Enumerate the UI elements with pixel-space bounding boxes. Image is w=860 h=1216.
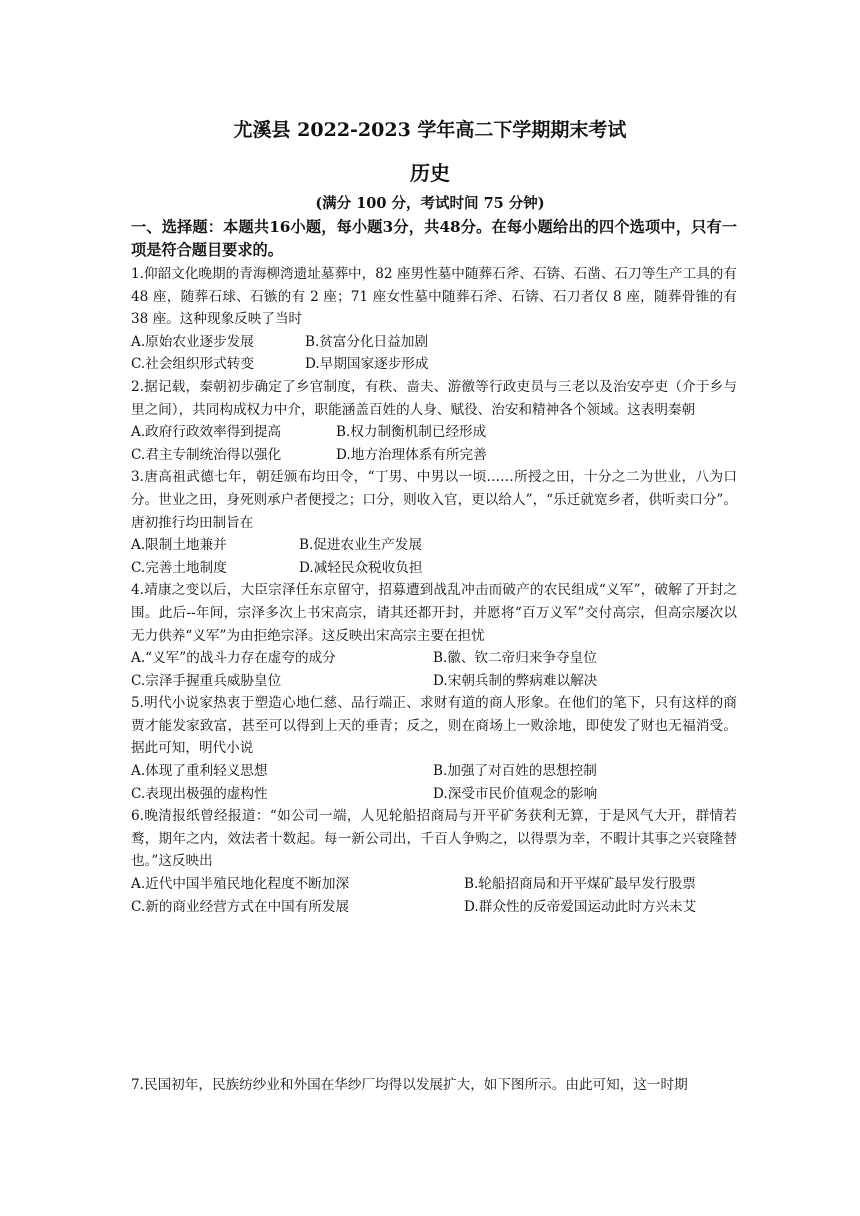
q3-option-a: A.限制土地兼并 [131, 537, 227, 554]
question-1-options [131, 331, 737, 354]
q6-option-a: A.近代中国半殖民地化程度不断加深 [131, 876, 350, 893]
question-3-stem: 3.唐高祖武德七年，朝廷颁布均田令，“丁男、中男以一顷……所授之田，十分之二为世业，八为口分。世业之田，身死则承户者便授之；口分，则收入官，更以给人”，“乐迁就宽乡者，供听卖口分”。唐初推行均田制旨在 [131, 469, 737, 531]
question-7-stem: 7.民国初年，民族纺纱业和外国在华纱厂均得以发展扩大，如下图所示。由此可知，这一时期 [131, 1077, 688, 1093]
question-section [131, 216, 737, 918]
q2-option-c: C.君主专制统治得以强化 [131, 446, 282, 463]
q4-option-a: A.“义军”的战斗力存在虚夸的成分 [131, 650, 336, 667]
question-4-options [131, 647, 737, 670]
q4-option-d: D.宋朝兵制的弊病难以解决 [433, 672, 598, 689]
q2-option-a: A.政府行政效率得到提高 [131, 424, 282, 441]
question-5-options-2 [131, 783, 737, 806]
q5-option-c: C.表现出极强的虚构性 [131, 785, 268, 802]
q1-option-c: C.社会组织形式转变 [131, 356, 254, 373]
q4-option-b: B.徽、钦二帝归来争夺皇位 [433, 650, 597, 667]
question-1-stem: 1.仰韶文化晚期的青海柳湾遗址墓葬中，82 座男性墓中随葬石斧、石锛、石凿、石刀等生产工具的有 48 座，随葬石球、石镞的有 2 座；71 座女性墓中随葬石斧、石锛、石刀者仅 8 座，随葬骨锥的有 38 座。这种现象反映了当时 [131, 266, 737, 328]
q3-option-b: B.促进农业生产发展 [299, 537, 423, 554]
q6-option-d: D.群众性的反帝爱国运动此时方兴未艾 [464, 898, 697, 915]
question-6-options-2 [131, 896, 737, 919]
q6-option-c: C.新的商业经营方式在中国有所发展 [131, 898, 350, 915]
q6-option-b: B.轮船招商局和开平煤矿最早发行股票 [464, 876, 696, 893]
q5-option-d: D.深受市民价值观念的影响 [433, 785, 598, 802]
q1-option-b: B.贫富分化日益加剧 [305, 333, 429, 350]
question-4-options-2 [131, 670, 737, 693]
q1-option-d: D.早期国家逐步形成 [305, 356, 429, 373]
question-5-options [131, 760, 737, 783]
question-6-stem: 6.晚清报纸曾经报道：“如公司一端，人见轮船招商局与开平矿务获利无算，于是风气大开，群情若鹜，期年之内，效法者十数起。每一新公司出，千百人争购之，以得票为幸，不暇计其事之兴衰隆替也。”这反映出 [131, 808, 737, 870]
question-6-options [131, 873, 737, 896]
exam-note: (满分 100 分，考试时间 75 分钟) [315, 195, 545, 212]
question-5-stem: 5.明代小说家热衷于塑造心地仁慈、品行端正、求财有道的商人形象。在他们的笔下，只有这样的商贾才能发家致富，甚至可以得到上天的垂青；反之，则在商场上一败涂地，即使发了财也无福消受。据此可知，明代小说 [131, 695, 737, 757]
question-1-options-2 [131, 353, 737, 376]
question-2-options [131, 421, 737, 444]
q5-option-a: A.体现了重利轻义思想 [131, 763, 268, 780]
q3-option-d: D.减轻民众税收负担 [299, 559, 423, 576]
q1-option-a: A.原始农业逐步发展 [131, 333, 254, 350]
question-4-stem: 4.靖康之变以后，大臣宗泽任东京留守，招募遭到战乱冲击而破产的农民组成“义军”，破解了开封之围。此后--年间，宗泽多次上书宋高宗，请其还都开封，并愿将“百万义军”交付高宗，但高宗屡次以无力供养“义军”为由拒绝宗泽。这反映出宋高宗主要在担忧 [131, 582, 737, 644]
question-2-options-2 [131, 444, 737, 467]
q4-option-c: C.宗泽手握重兵威胁皇位 [131, 672, 282, 689]
exam-title: 尤溪县 2022-2023 学年高二下学期期末考试 [233, 119, 627, 141]
question-3-options [131, 534, 737, 557]
q3-option-c: C.完善土地制度 [131, 559, 227, 576]
q5-option-b: B.加强了对百姓的思想控制 [433, 763, 597, 780]
question-2-stem: 2.据记载，秦朝初步确定了乡官制度，有秩、啬夫、游徼等行政吏员与三老以及治安亭吏（介于乡与里之间），共同构成权力中介，职能涵盖百姓的人身、赋役、治安和精神各个领域。这表明秦朝 [131, 378, 737, 418]
q2-option-b: B.权力制衡机制已经形成 [336, 424, 487, 441]
q2-option-d: D.地方治理体系有所完善 [336, 446, 487, 463]
question-3-options-2 [131, 557, 737, 580]
subject-title: 历史 [410, 161, 450, 185]
section-heading: 一、选择题：本题共16小题，每小题3分，共48分。在每小题给出的四个选项中，只有一项是符合题目要求的。 [131, 218, 737, 259]
